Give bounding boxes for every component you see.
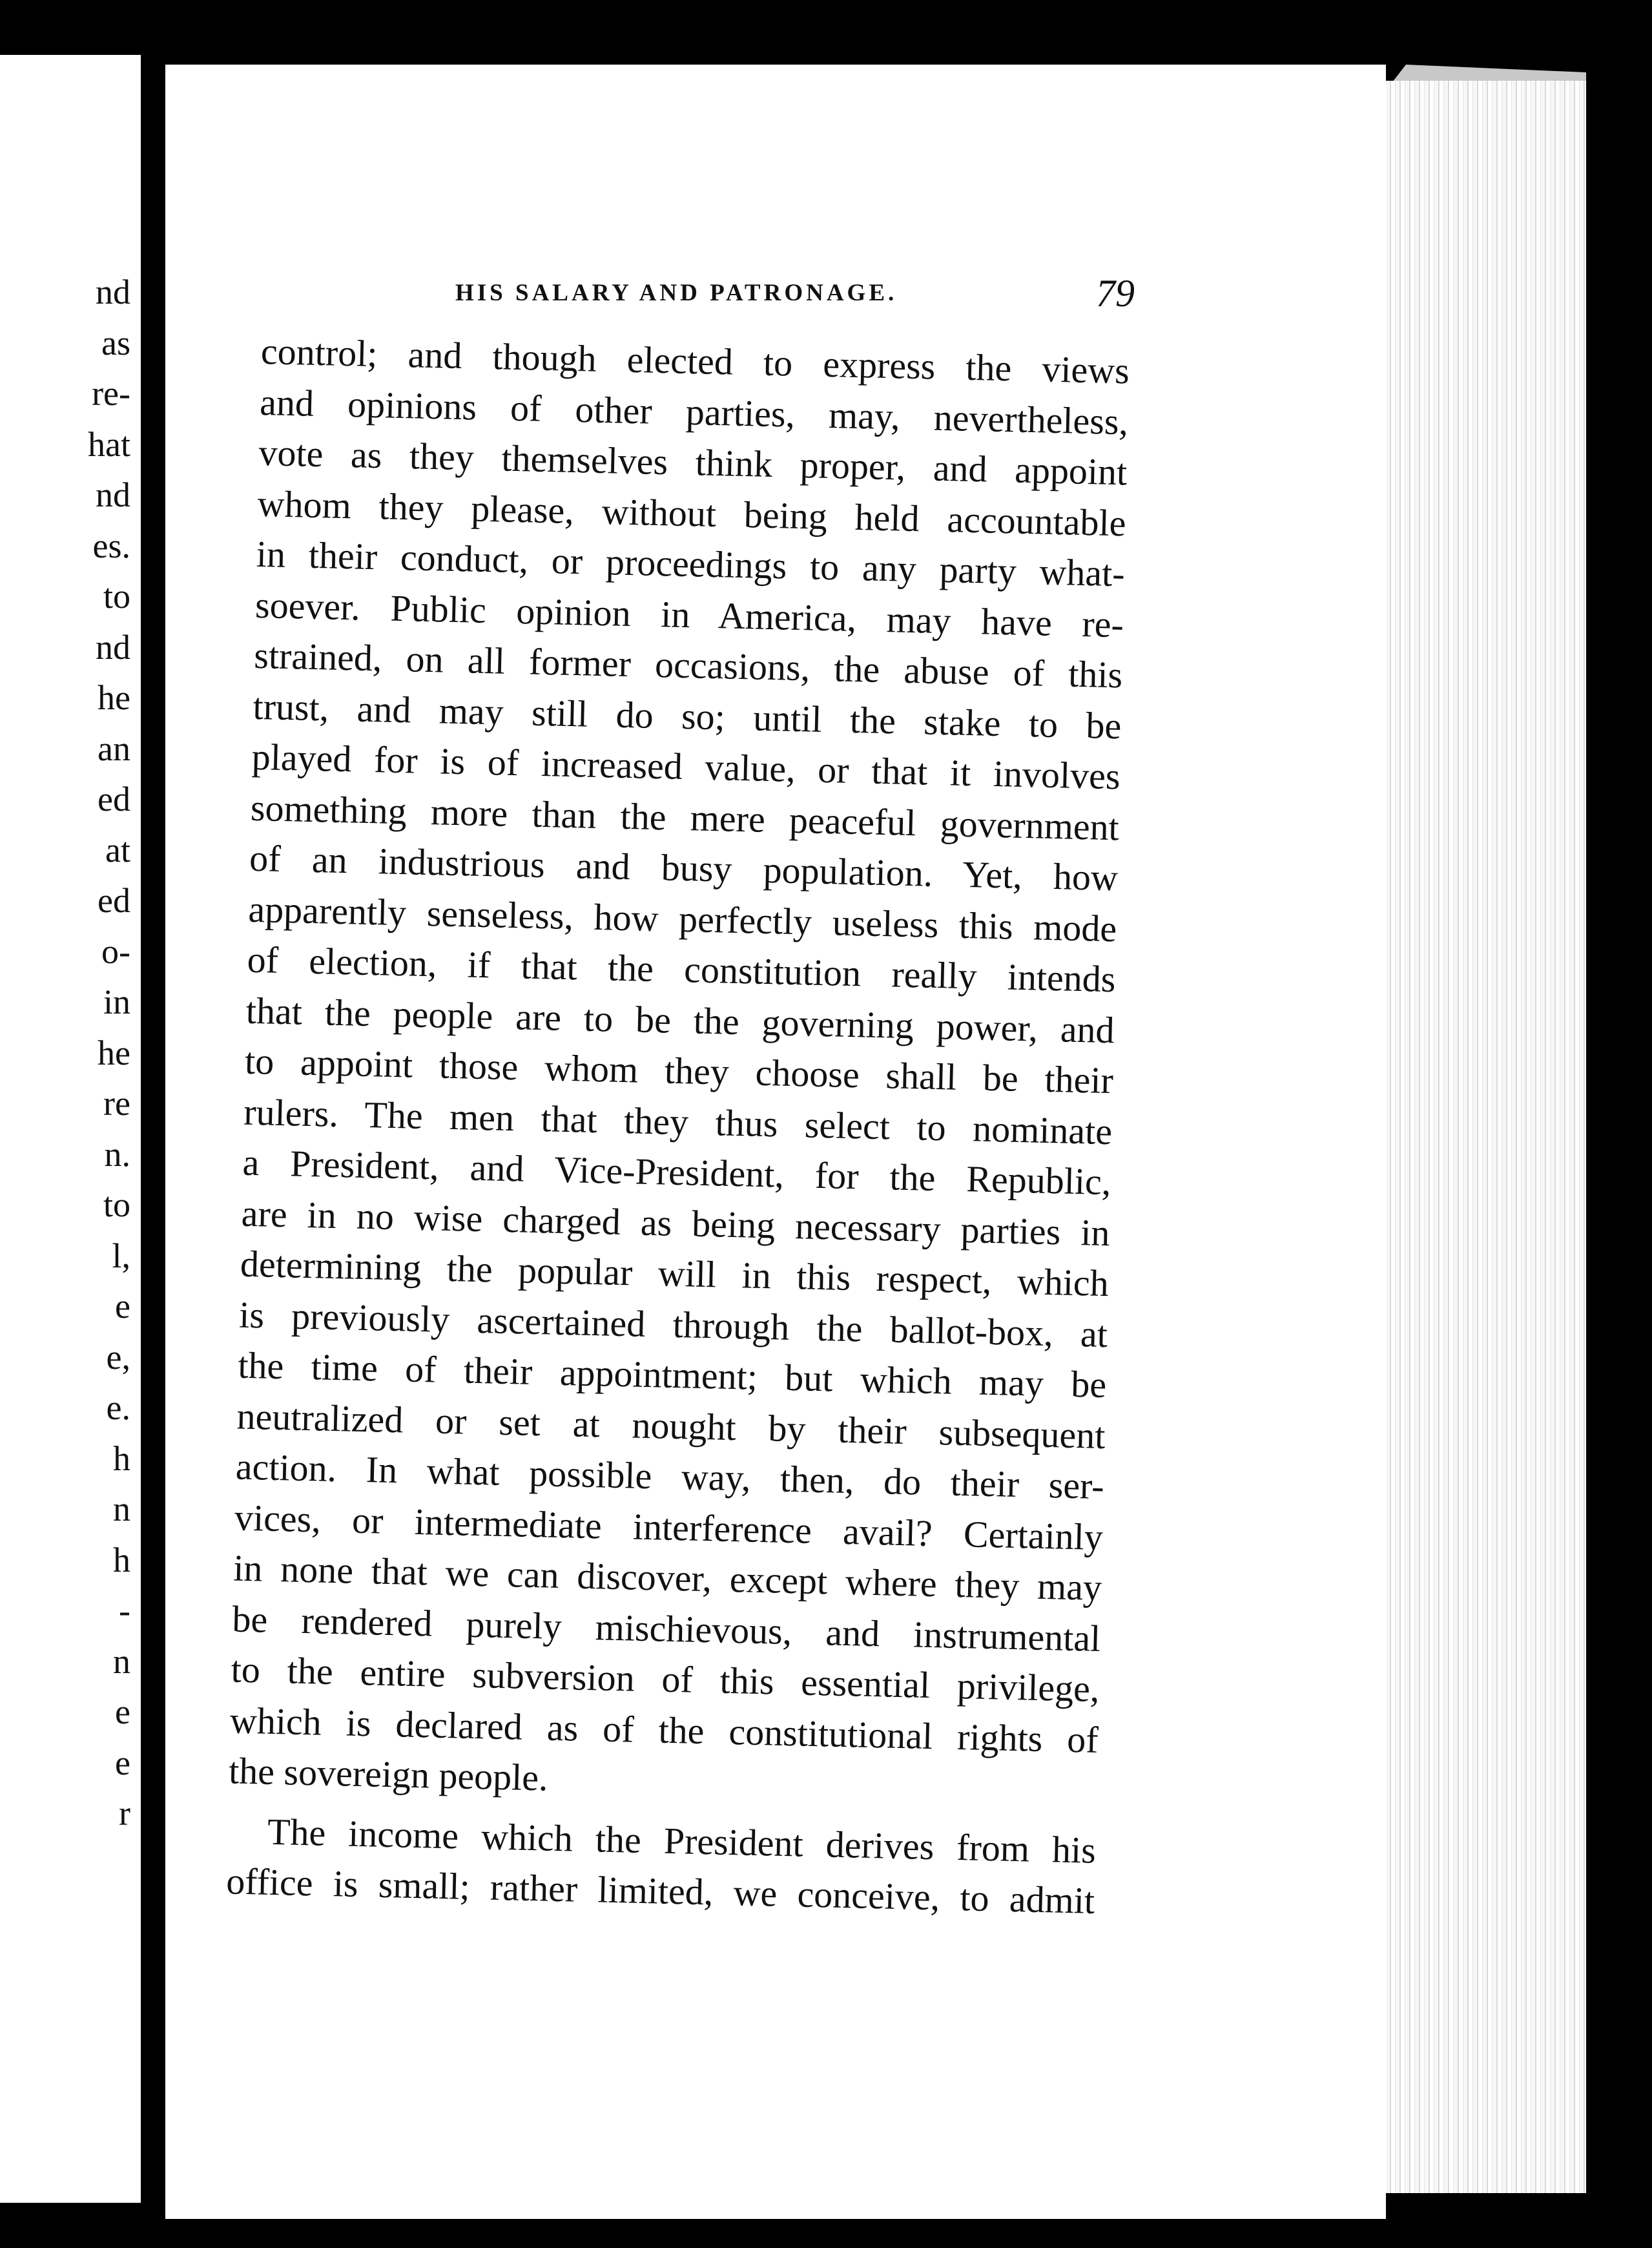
text-line: action. In what possible way, then, do their ser-: [235, 1445, 1105, 1508]
left-page-fragment: to: [103, 1185, 130, 1224]
left-page-fragment: hat: [88, 424, 130, 464]
left-page-fragment: ed: [98, 780, 130, 818]
text-line: are in no wise charged as being necessary parties in: [241, 1192, 1111, 1254]
text-line: played for is of increased value, or that it involves: [251, 735, 1121, 798]
paragraph-2: [225, 1806, 1096, 1926]
left-page-fragment: an: [98, 729, 130, 768]
text-line: a President, and Vice-President, for the Republic,: [242, 1141, 1112, 1203]
text-line: vote as they themselves think proper, and appoint: [258, 431, 1128, 494]
left-page-fragment: h: [113, 1540, 130, 1579]
left-page-fragment: he: [98, 1033, 130, 1072]
left-page-fragment: as: [101, 323, 130, 362]
running-head-title: HIS SALARY AND PATRONAGE.: [455, 280, 898, 306]
page-edges-stack: [1386, 81, 1586, 2193]
text-line: rulers. The men that they thus select to nominate: [243, 1090, 1113, 1152]
left-page-text-fragments: [0, 55, 141, 2203]
left-page-fragment: es.: [92, 526, 130, 565]
text-line: in none that we can discover, except where they may: [232, 1546, 1102, 1609]
left-page-fragment: to: [103, 577, 130, 616]
left-page-fragment: nd: [96, 273, 130, 311]
paragraph-1: [228, 326, 1130, 1816]
text-line: trust, and may still do so; until the stake to be: [252, 685, 1122, 747]
text-line: of an industrious and busy population. Yet, how: [249, 837, 1119, 899]
book-gutter: [141, 45, 165, 2229]
left-page-fragment: nd: [96, 627, 130, 667]
text-line: whom they please, without being held accountable: [257, 482, 1127, 544]
text-line: to the entire subversion of this essential privilege,: [231, 1648, 1100, 1710]
text-line: the sovereign people.: [228, 1749, 549, 1799]
text-line: be rendered purely mischievous, and instrumental: [231, 1597, 1101, 1660]
text-line: the time of their appointment; but which may be: [237, 1344, 1107, 1406]
left-page-fragment: o-: [101, 931, 130, 971]
left-page-fragment: e: [115, 1692, 130, 1731]
left-page-fragment: h: [113, 1439, 130, 1478]
left-page-fragment: l,: [112, 1236, 130, 1275]
text-line: apparently senseless, how perfectly useless this mode: [247, 888, 1117, 950]
text-line: is previously ascertained through the ballot-box, at: [238, 1293, 1108, 1355]
text-line: determining the popular will in this respect, which: [240, 1242, 1110, 1305]
text-line: and opinions of other parties, may, nevertheless,: [259, 380, 1129, 442]
left-page-fragment: nd: [96, 475, 130, 514]
text-line: office is small; rather limited, we conceive, to admit: [225, 1860, 1095, 1922]
left-page-fragment: n.: [104, 1134, 130, 1174]
left-page-fragment: n: [113, 1490, 130, 1528]
left-page-fragment: e,: [106, 1337, 130, 1377]
text-line: to appoint those whom they choose shall be their: [244, 1039, 1114, 1102]
text-line: which is declared as of the constitutional rights of: [229, 1698, 1099, 1761]
text-line: soever. Public opinion in America, may have re-: [254, 583, 1124, 645]
text-line: that the people are to be the governing power, and: [245, 989, 1115, 1051]
text-line: The income which the President derives from his: [267, 1810, 1097, 1871]
left-page-fragment: e: [115, 1287, 130, 1326]
left-page-fragment: r: [119, 1794, 130, 1833]
text-line: of election, if that the constitution really intends: [247, 938, 1117, 1001]
body-text: [225, 326, 1130, 1926]
text-line: strained, on all former occasions, the abuse of this: [253, 634, 1123, 696]
left-page-fragment: -: [119, 1591, 130, 1630]
left-page-fragment: re-: [92, 374, 130, 413]
left-page-fragment: e: [115, 1743, 130, 1782]
text-line: control; and though elected to express the views: [260, 329, 1130, 392]
text-line: vices, or intermediate interference avail? Certainly: [234, 1496, 1104, 1558]
left-page-fragment: he: [98, 678, 130, 717]
left-page-fragment: ed: [98, 881, 130, 920]
page-number: 79: [1096, 272, 1135, 315]
left-facing-page: [0, 55, 141, 2203]
text-line: in their conduct, or proceedings to any party what-: [256, 532, 1126, 595]
left-page-fragment: in: [103, 983, 130, 1021]
text-line: something more than the mere peaceful government: [250, 786, 1120, 848]
running-head: [229, 271, 1140, 323]
left-page-fragment: n: [113, 1641, 130, 1681]
left-page-fragment: e.: [106, 1388, 130, 1427]
text-line: neutralized or set at nought by their subsequent: [236, 1395, 1106, 1457]
left-page-fragment: at: [105, 830, 130, 869]
left-page-fragment: re: [103, 1084, 130, 1123]
